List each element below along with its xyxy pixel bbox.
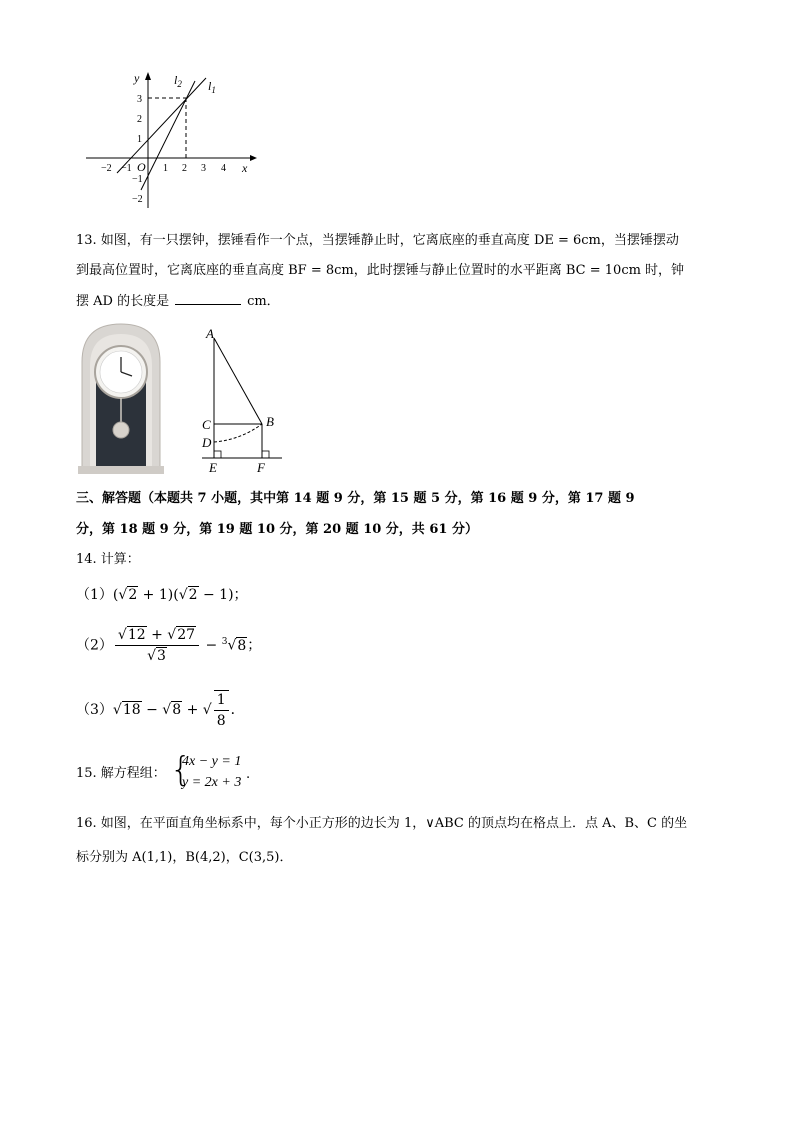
answer-blank	[175, 292, 241, 305]
q13-line3	[76, 292, 280, 311]
y-tick: 3	[137, 94, 142, 105]
label-E: E	[209, 460, 217, 475]
q15-period: .	[246, 767, 251, 782]
q14-title: 14. 计算：	[76, 552, 140, 567]
x-tick: 4	[221, 163, 226, 174]
q15-eq2: y = 2x + 3	[182, 775, 242, 790]
label-C: C	[202, 417, 211, 432]
label-D: D	[202, 435, 212, 450]
q13-line2: 到最高位置时，它离底座的垂直高度 BF = 8cm，此时摆锤与静止位置时的水平距离 BC = 10cm 时，钟	[76, 263, 685, 278]
line1-label: $l_1$	[208, 79, 216, 95]
x-tick: −1	[121, 163, 132, 174]
equation-brace: {	[170, 750, 192, 790]
q14-part2-label: （2）	[76, 637, 113, 654]
x-tick: 1	[163, 163, 168, 174]
origin-label: O	[137, 160, 146, 174]
label-B: B	[266, 414, 274, 429]
coordinate-graph	[82, 68, 257, 213]
q13-line1: 13. 如图，有一只摆钟，摆锤看作一个点，当摆锤静止时，它离底座的垂直高度 DE = 6cm，当摆锤摆动	[76, 233, 679, 248]
q15-eq1: 4x − y = 1	[182, 754, 242, 769]
q16-line2: 标分别为 A(1,1)，B(4,2)，C(3,5)．	[76, 850, 293, 865]
q13-line3-post: cm．	[247, 294, 280, 309]
x-axis-label: x	[242, 161, 248, 175]
pendulum-geometry-figure	[196, 322, 288, 475]
y-tick: 1	[137, 134, 142, 145]
section3-heading-line2: 分，第 18 题 9 分，第 19 题 10 分，第 20 题 10 分，共 61 分）	[76, 522, 478, 537]
q16-line1: 16. 如图，在平面直角坐标系中，每个小正方形的边长为 1，∨ABC 的顶点均在格点上．点 A、B、C 的坐	[76, 816, 688, 831]
y-axis-label: y	[134, 71, 140, 85]
label-A: A	[206, 326, 214, 341]
pendulum-clock-image	[76, 322, 166, 475]
x-tick: 3	[201, 163, 206, 174]
q14-part3: （3）√18 − √8 + √ $\frac{1}{8}$ ．	[76, 692, 245, 729]
line2-label: $l_2$	[174, 73, 182, 89]
section3-heading-line1: 三、解答题（本题共 7 小题，其中第 14 题 9 分，第 15 题 5 分，第 16 题 9 分，第 17 题 9	[76, 491, 635, 506]
q13-line3-pre: 摆 AD 的长度是	[76, 294, 170, 309]
x-tick: 2	[182, 163, 187, 174]
y-tick: −2	[132, 194, 143, 205]
x-tick: −2	[101, 163, 112, 174]
q14-part1-label: （1）	[76, 587, 113, 603]
y-tick: 2	[137, 114, 142, 125]
q14-part1: （1）(√2 + 1)(√2 − 1)；	[76, 587, 248, 603]
q15-title: 15. 解方程组：	[76, 766, 166, 781]
q14-part2: （2） $\frac{√12 + √27}{√3}$ − $^3$√8；	[76, 627, 262, 664]
q14-part3-label: （3）	[76, 702, 113, 718]
label-F: F	[257, 460, 265, 475]
y-tick: −1	[132, 174, 143, 185]
